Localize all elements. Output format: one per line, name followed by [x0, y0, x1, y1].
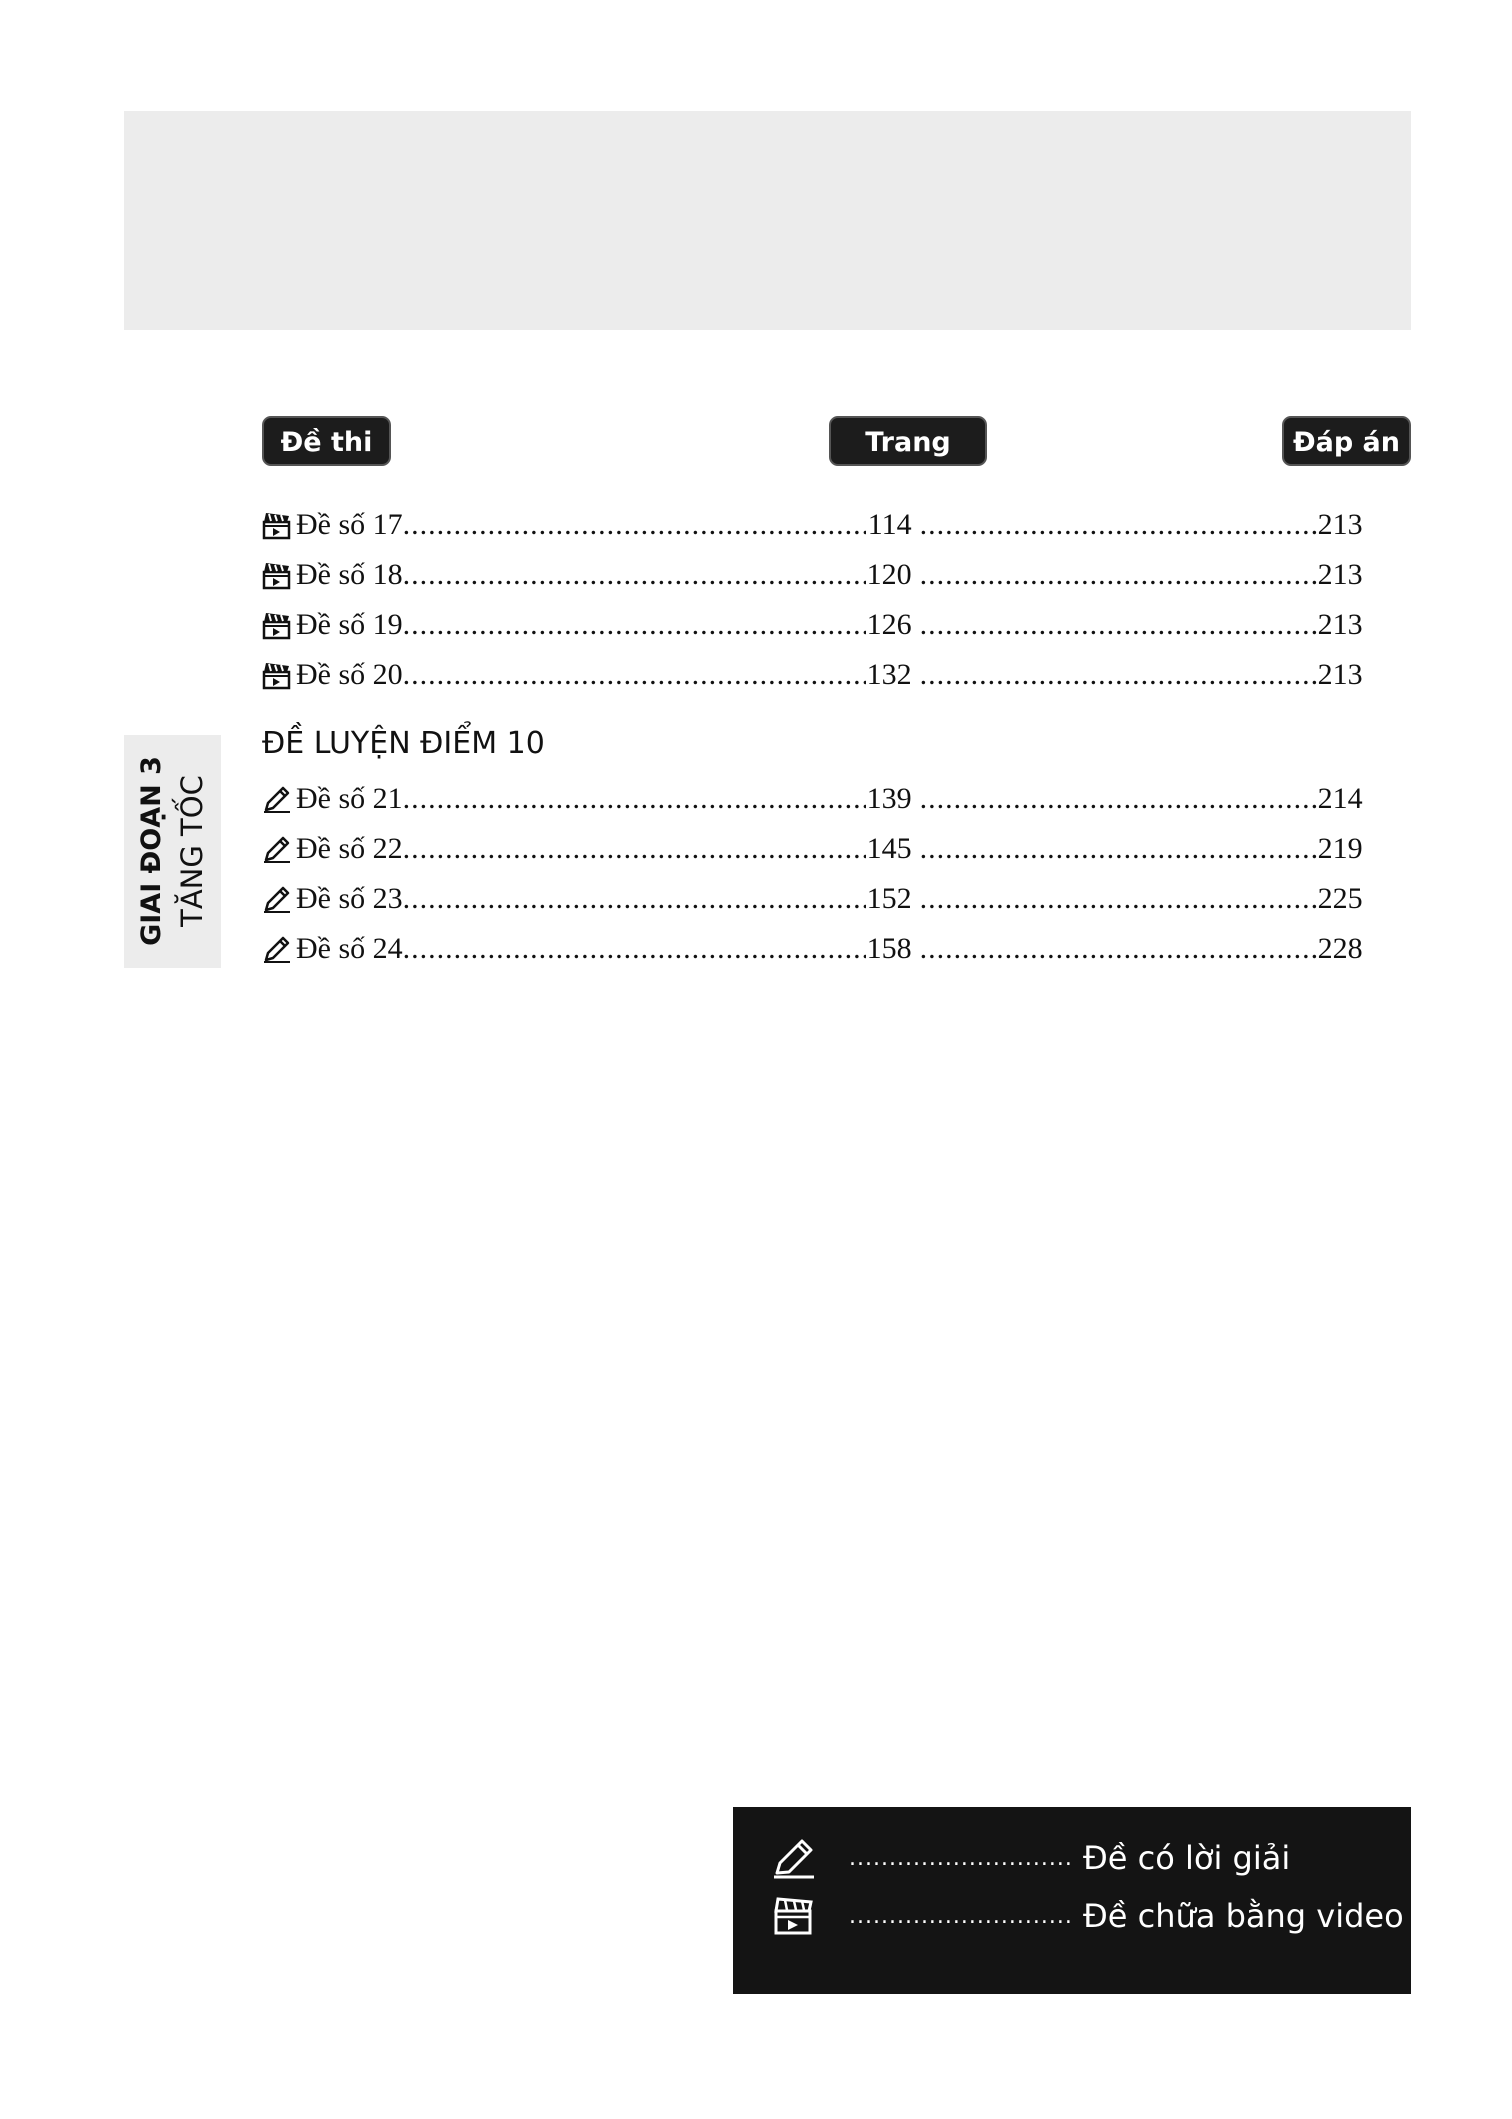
clapperboard-icon [262, 560, 292, 590]
leader-dots [920, 508, 1317, 542]
leader-dots [849, 1846, 1071, 1871]
toc-row[interactable] [262, 505, 1382, 545]
exam-title: Đề số 24 [296, 932, 403, 965]
answer-page-number: 213 [1317, 658, 1363, 691]
exam-title: Đề số 18 [296, 558, 403, 591]
clapperboard-icon [262, 610, 292, 640]
toc-row[interactable] [262, 779, 1382, 819]
page-number: 152 [866, 882, 912, 915]
legend-row-video [771, 1893, 1404, 1939]
pencil-icon [262, 784, 292, 814]
clapperboard-icon [771, 1893, 817, 1939]
answer-page-number: 219 [1317, 832, 1363, 865]
leader-dots [403, 608, 866, 642]
toc-row[interactable] [262, 605, 1382, 645]
exam-title: Đề số 20 [296, 658, 403, 691]
answer-page-number: 213 [1317, 608, 1363, 641]
legend-row-solution [771, 1835, 1290, 1881]
leader-dots [403, 932, 866, 966]
toc-row[interactable] [262, 929, 1382, 969]
toc-row[interactable] [262, 655, 1382, 695]
pencil-icon [262, 934, 292, 964]
pencil-icon [262, 884, 292, 914]
page-number: 126 [866, 608, 912, 641]
icon-legend [733, 1807, 1411, 1994]
page-number: 145 [866, 832, 912, 865]
leader-dots [403, 832, 866, 866]
column-header-page: Trang [829, 416, 987, 466]
column-header-answer: Đáp án [1282, 416, 1411, 466]
leader-dots [920, 932, 1317, 966]
answer-page-number: 213 [1317, 508, 1363, 541]
page-number: 139 [866, 782, 912, 815]
toc-row[interactable] [262, 829, 1382, 869]
phase-name: TĂNG TỐC [175, 775, 209, 927]
leader-dots [403, 508, 866, 542]
page-number: 132 [866, 658, 912, 691]
leader-dots [849, 1904, 1071, 1929]
answer-page-number: 228 [1317, 932, 1363, 965]
clapperboard-icon [262, 660, 292, 690]
exam-title: Đề số 19 [296, 608, 403, 641]
leader-dots [920, 608, 1317, 642]
exam-title: Đề số 17 [296, 508, 403, 541]
leader-dots [920, 658, 1317, 692]
leader-dots [403, 782, 866, 816]
toc-row[interactable] [262, 555, 1382, 595]
phase-label [132, 735, 212, 968]
answer-page-number: 225 [1317, 882, 1363, 915]
leader-dots [920, 558, 1317, 592]
exam-title: Đề số 22 [296, 832, 403, 865]
column-header-exam: Đề thi [262, 416, 391, 466]
exam-title: Đề số 21 [296, 782, 403, 815]
leader-dots [403, 882, 866, 916]
section-title: ĐỀ LUYỆN ĐIỂM 10 [262, 726, 545, 761]
leader-dots [403, 558, 866, 592]
phase-number: GIAI ĐOẠN 3 [136, 756, 167, 946]
toc-row[interactable] [262, 879, 1382, 919]
page-number: 114 [867, 508, 912, 541]
answer-page-number: 214 [1317, 782, 1363, 815]
legend-solution-label: Đề có lời giải [1083, 1839, 1291, 1877]
leader-dots [920, 882, 1317, 916]
answer-page-number: 213 [1317, 558, 1363, 591]
clapperboard-icon [262, 510, 292, 540]
leader-dots [920, 782, 1317, 816]
page-number: 158 [866, 932, 912, 965]
header-band [124, 111, 1411, 330]
legend-video-label: Đề chữa bằng video [1083, 1897, 1404, 1935]
exam-title: Đề số 23 [296, 882, 403, 915]
leader-dots [920, 832, 1317, 866]
leader-dots [403, 658, 866, 692]
pencil-icon [771, 1835, 817, 1881]
page-number: 120 [866, 558, 912, 591]
pencil-icon [262, 834, 292, 864]
